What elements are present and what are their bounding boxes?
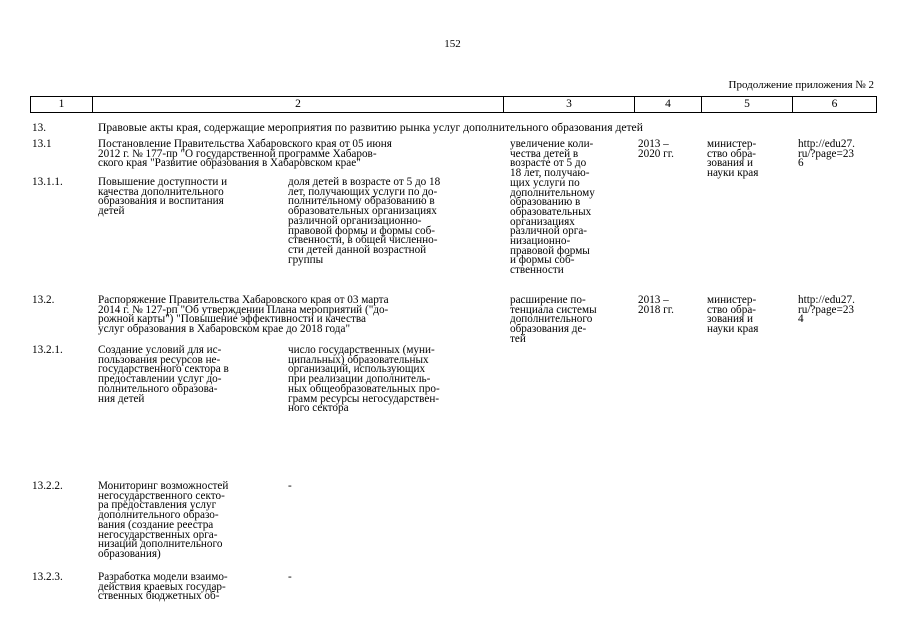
task-text: Мониторинг возможностей негосударственного секто- ра предоставления услуг дополнительного образо- вания (создание реестра негосударственных орга- низаций дополнительного образования): [98, 480, 229, 560]
executor-text: министер- ство обра- зования и науки края: [707, 294, 759, 336]
header-col-5: 5: [702, 97, 793, 112]
indicator-text: расширение по- тенциала системы дополнительного образования де- тей: [510, 294, 597, 345]
row-number: 13.2.1.: [32, 344, 63, 356]
section-number: 13.: [32, 122, 46, 134]
link-text: http://edu27. ru/?page=23 4: [798, 294, 855, 326]
header-col-2: 2: [93, 97, 504, 112]
row-title: Постановление Правительства Хабаровского края от 05 июня 2012 г. № 177-пр "О государственной программе Хабаров- ского края "Развитие образования в Хабаровском крае": [98, 138, 392, 170]
task-text: Создание условий для ис- пользования ресурсов не- государственного сектора в предоставлении услуг до- полнительного образова- ния детей: [98, 344, 229, 405]
continuation-note: Продолжение приложения № 2: [728, 79, 874, 91]
indicator-text: увеличение коли- чества детей в возрасте от 5 до 18 лет, получаю- щих услуги по дополнительному образованию в образовательных организациях различной орга- низационно- правовой формы и формы соб- ственности: [510, 138, 595, 277]
row-title: Распоряжение Правительства Хабаровского края от 03 марта 2014 г. № 127-рп "Об утверждении Плана мероприятий ("до- рожной карты") "Повышение эффективности и качества услуг образования в Хабаровском крае до 2018 года": [98, 294, 389, 336]
header-col-6: 6: [831, 98, 838, 110]
measure-text: доля детей в возрасте от 5 до 18 лет, получающих услуги по до- полнительному образованию в образовательных организациях различной организационно- правовой формы и формы соб- ственности, в общей численно- сти детей данной возрастной группы: [288, 176, 441, 266]
measure-text: число государственных (муни- ципальных) образовательных организаций, использующих при реализации дополнитель- ных общеобразовательных про- грамм ресурсы негосударствен- ного сектора: [288, 344, 440, 415]
header-col-3: 3: [504, 97, 635, 112]
header-col-1: 1: [31, 97, 93, 112]
executor-text: министер- ство обра- зования и науки края: [707, 138, 759, 180]
period-text: 2013 – 2020 гг.: [638, 138, 674, 160]
row-number: 13.1: [32, 138, 52, 150]
section-title: Правовые акты края, содержащие мероприятия по развитию рынка услуг дополнительного образования детей: [98, 121, 643, 134]
measure-text: -: [288, 480, 292, 492]
row-number: 13.1.1.: [32, 176, 63, 188]
page-number: 152: [444, 38, 461, 50]
link-text: http://edu27. ru/?page=23 6: [798, 138, 855, 170]
period-text: 2013 – 2018 гг.: [638, 294, 674, 316]
task-text: Разработка модели взаимо- действия краевых государ- ственных бюджетных об-: [98, 571, 228, 603]
measure-text: -: [288, 571, 292, 583]
task-text: Повышение доступности и качества дополнительного образования и воспитания детей: [98, 176, 228, 218]
row-number: 13.2.3.: [32, 571, 63, 583]
table-header: [30, 96, 877, 113]
row-number: 13.2.2.: [32, 480, 63, 492]
row-number: 13.2.: [32, 294, 55, 306]
header-col-4: 4: [635, 97, 702, 112]
